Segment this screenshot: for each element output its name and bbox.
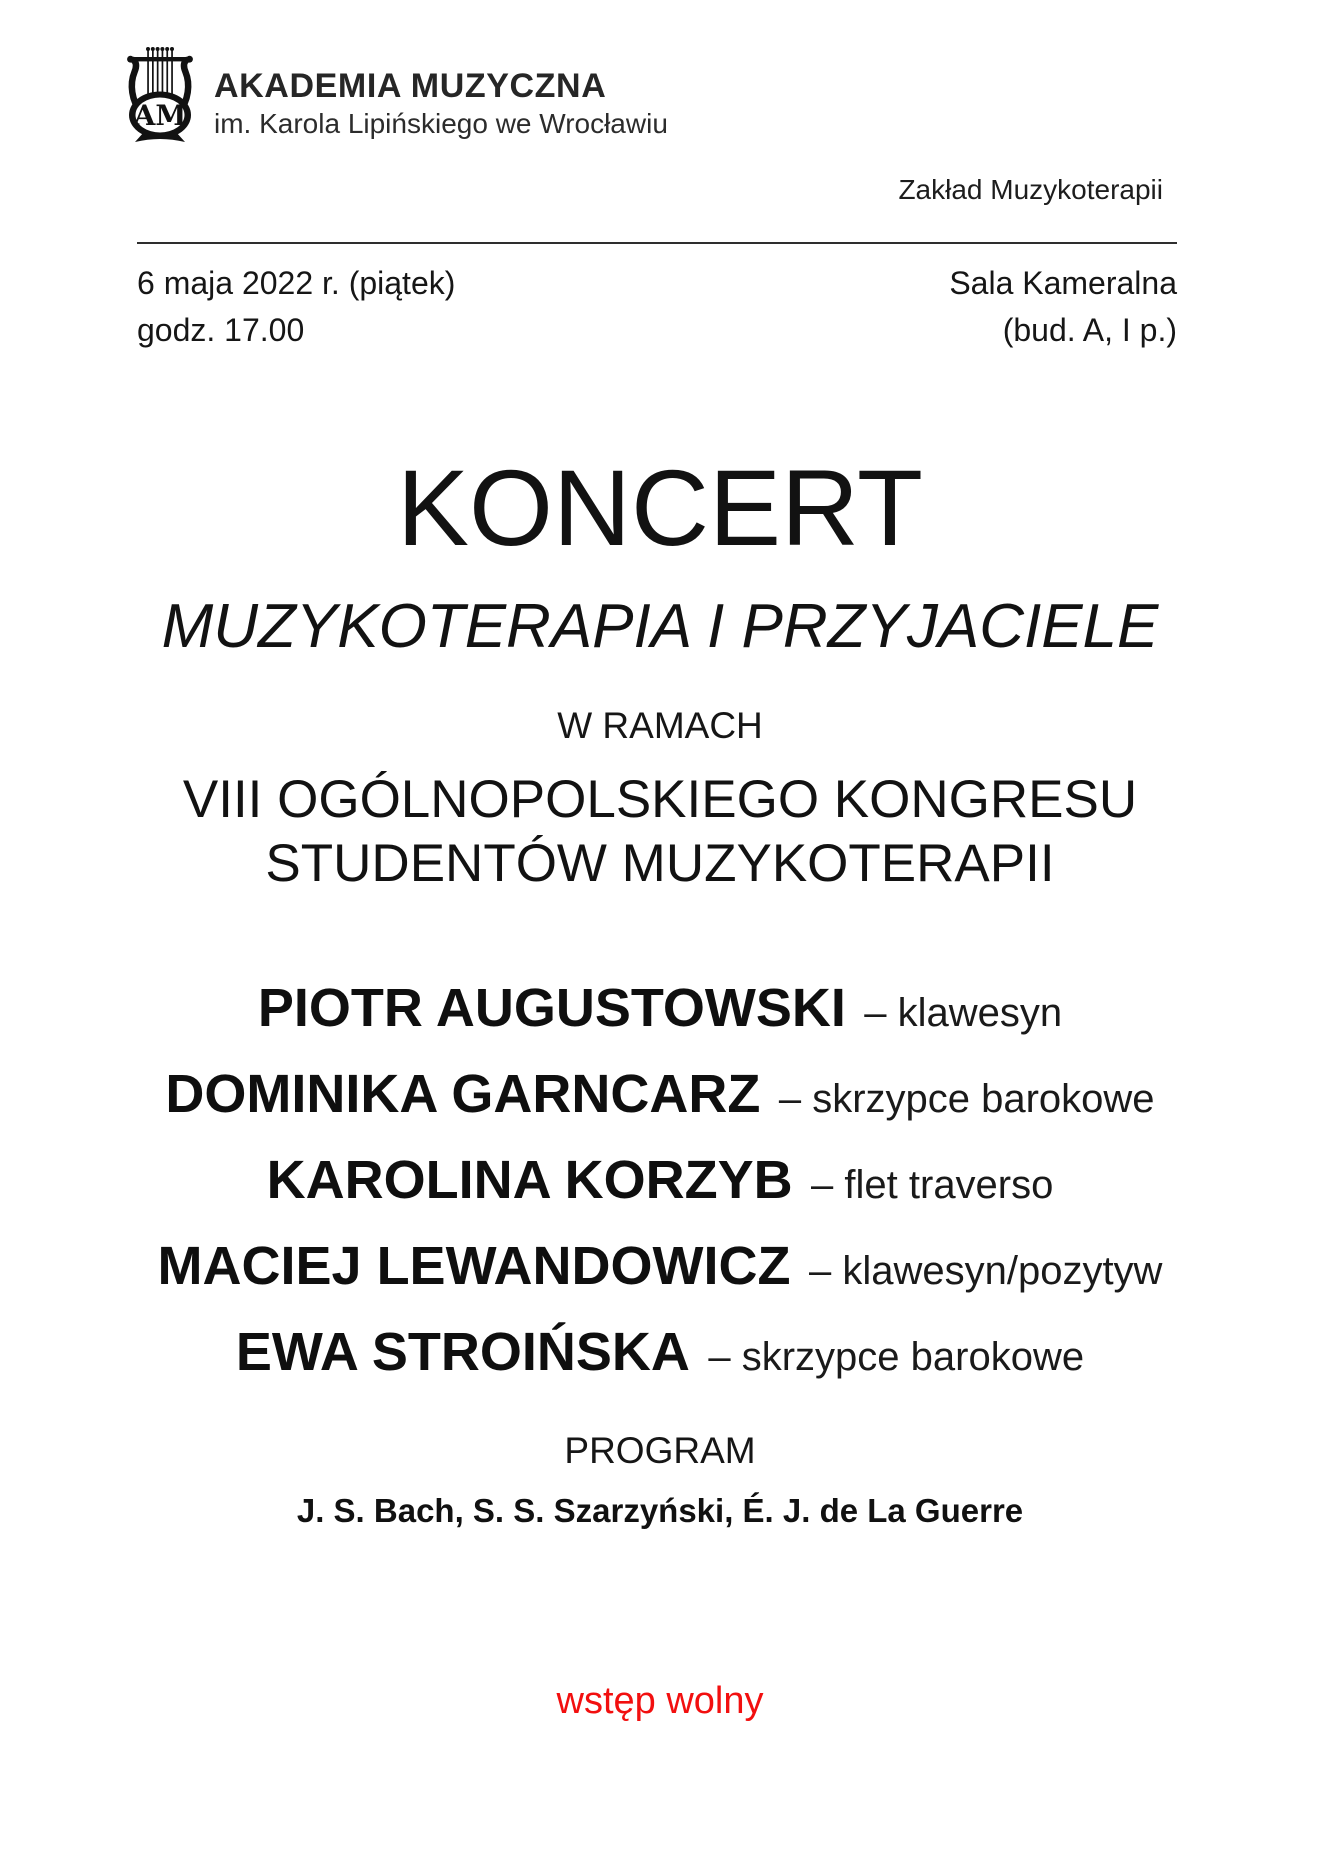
event-info-row-1	[137, 260, 1177, 307]
program-composers: J. S. Bach, S. S. Szarzyński, É. J. de La Guerre	[296, 1492, 1024, 1529]
performer-instrument: – klawesyn/pozytyw	[808, 1249, 1163, 1293]
lyre-logo-icon	[126, 42, 194, 142]
event-venue-detail: (bud. A, I p.)	[1002, 312, 1177, 348]
academy-logo-text	[214, 42, 668, 141]
performer-row	[0, 972, 1320, 1058]
congress-intro: W RAMACH	[557, 705, 763, 746]
academy-subtitle: im. Karola Lipińskiego we Wrocławiu	[214, 108, 668, 139]
performer-name: DOMINIKA GARNCARZ	[165, 1064, 761, 1124]
event-info	[137, 260, 1177, 354]
event-date: 6 maja 2022 r. (piątek)	[137, 265, 456, 301]
event-time: godz. 17.00	[137, 312, 305, 348]
event-info-row-2	[137, 307, 1177, 354]
performer-name: MACIEJ LEWANDOWICZ	[157, 1236, 791, 1296]
performer-name: PIOTR AUGUSTOWSKI	[257, 978, 846, 1038]
congress-line-2: STUDENTÓW MUZYKOTERAPII	[265, 834, 1055, 893]
performer-row	[0, 1058, 1320, 1144]
performers-list	[0, 972, 1320, 1402]
performer-name: KAROLINA KORZYB	[266, 1150, 793, 1210]
performer-row	[0, 1144, 1320, 1230]
congress-line-1: VIII OGÓLNOPOLSKIEGO KONGRESU	[182, 770, 1138, 829]
department-label: Zakład Muzykoterapii	[898, 174, 1163, 205]
concert-subtitle: MUZYKOTERAPIA I PRZYJACIELE	[161, 592, 1159, 661]
performer-instrument: – klawesyn	[864, 991, 1063, 1035]
performer-instrument: – skrzypce barokowe	[708, 1335, 1085, 1379]
congress-name	[0, 768, 1320, 896]
event-venue: Sala Kameralna	[949, 265, 1177, 301]
admission-note: wstęp wolny	[556, 1680, 764, 1722]
performer-instrument: – flet traverso	[811, 1163, 1054, 1207]
performer-instrument: – skrzypce barokowe	[778, 1077, 1155, 1121]
program-heading: PROGRAM	[564, 1430, 756, 1471]
academy-logo	[126, 42, 668, 142]
concert-title: KONCERT	[396, 447, 924, 568]
performer-row	[0, 1316, 1320, 1402]
performer-name: EWA STROIŃSKA	[235, 1322, 690, 1382]
performer-row	[0, 1230, 1320, 1316]
separator-line	[137, 242, 1177, 244]
logo-monogram: AM	[133, 99, 187, 132]
academy-name: AKADEMIA MUZYCZNA	[214, 67, 607, 105]
